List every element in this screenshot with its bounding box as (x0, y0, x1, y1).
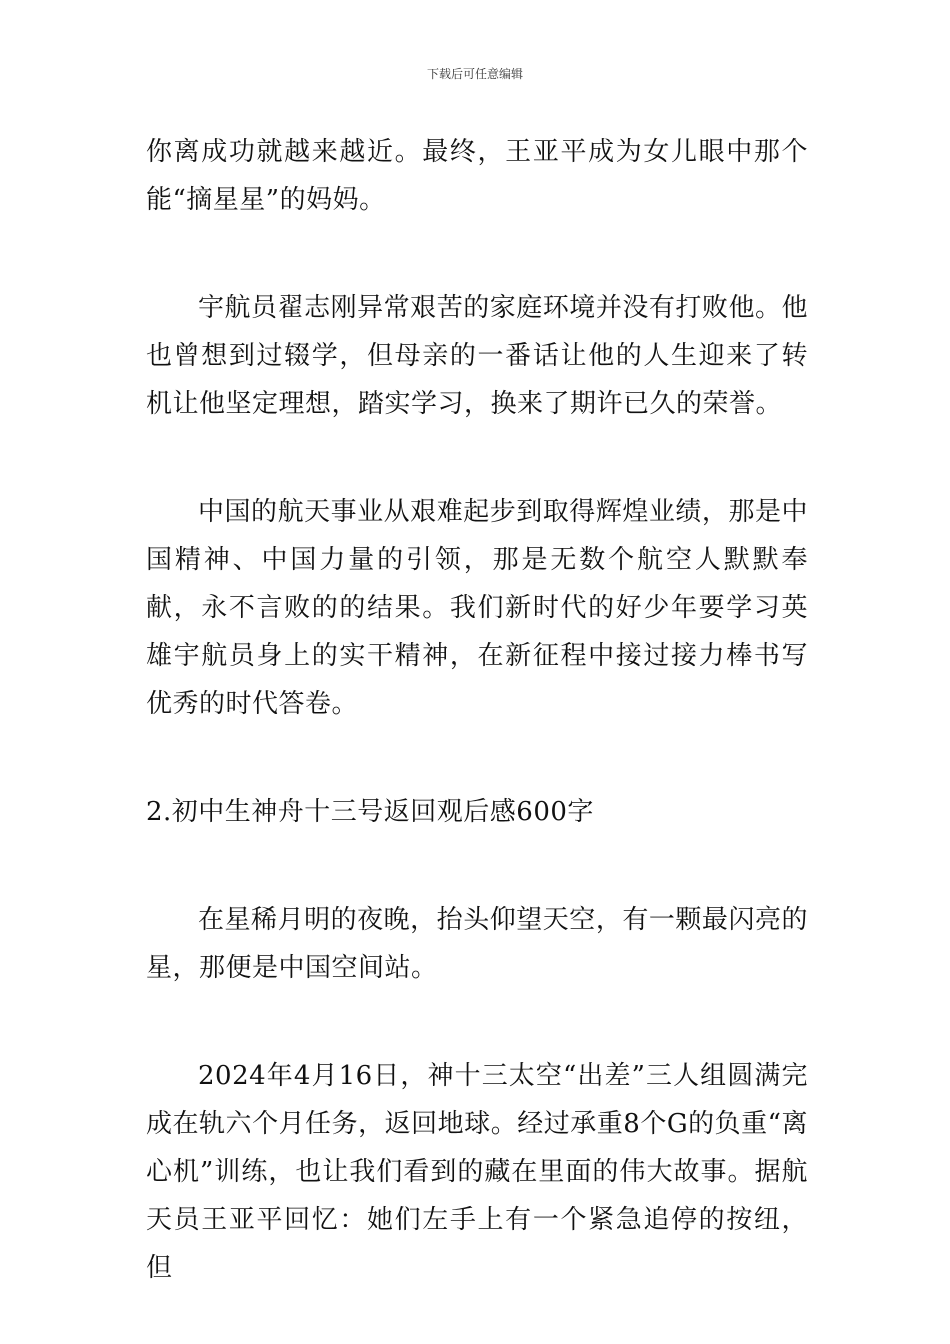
document-body (146, 128, 808, 1292)
paragraph-aerospace-spirit: 中国的航天事业从艰难起步到取得辉煌业绩，那是中国精神、中国力量的引领，那是无数个航空人默默奉献，永不言败的的结果。我们新时代的好少年要学习英雄宇航员身上的实干精神，在新征程中接过接力棒书写优秀的时代答卷。 (146, 497, 808, 719)
section-heading: 2.初中生神舟十三号返回观后感600字 (146, 797, 594, 827)
paragraph-continuation: 你离成功就越来越近。最终，王亚平成为女儿眼中那个能“摘星星”的妈妈。 (146, 137, 808, 215)
paragraph-space-station: 在星稀月明的夜晚，抬头仰望天空，有一颗最闪亮的星，那便是中国空间站。 (146, 905, 808, 983)
paragraph-shenzhou-return: 2024年4月16日，神十三太空“出差”三人组圆满完成在轨六个月任务，返回地球。经过承重8个G的负重“离心机”训练，也让我们看到的藏在里面的伟大故事。据航天员王亚平回忆：她们左手上有一个紧急追停的按纽，但 (146, 1061, 808, 1283)
paragraph-zhai-zhigang: 宇航员翟志刚异常艰苦的家庭环境并没有打败他。他也曾想到过辍学，但母亲的一番话让他的人生迎来了转机让他坚定理想，踏实学习，换来了期许已久的荣誉。 (146, 293, 808, 419)
page-header: 下载后可任意编辑 (426, 67, 523, 81)
